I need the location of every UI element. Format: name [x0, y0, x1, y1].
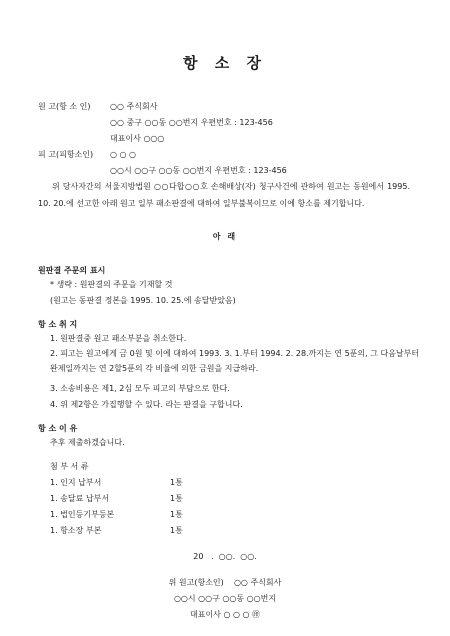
original-judgment-line-1: * 생략 : 원판결의 주문을 기재할 것 [50, 280, 173, 289]
appellee-address: ○○시 ○○구 ○○동 ○○번지 우편번호 : 123-456 [110, 166, 287, 175]
purpose-item-1: 1. 원판결중 원고 패소부분을 취소한다. [50, 334, 187, 343]
purpose-item-3: 3. 소송비용은 제1, 2심 모두 피고의 부담으로 한다. [50, 384, 230, 393]
signature-line-2: ○○시 ○○구 ○○동 ○○번지 [173, 594, 277, 603]
signature-line-3: 대표이사 ○ ○ ○ ㊞ [189, 610, 261, 619]
attachment-name-1: 1. 인지 납부서 [50, 478, 102, 487]
appellant-label: 원 고(항 소 인) [38, 102, 91, 111]
below-heading: 아 래 [212, 232, 238, 241]
attachments-heading: 첨 부 서 류 [50, 462, 89, 471]
purpose-item-4: 4. 위 제2항은 가집행할 수 있다. 라는 판결을 구합니다. [50, 400, 243, 409]
appeal-reason-heading: 항 소 이 유 [38, 424, 78, 433]
appeal-purpose-heading: 항 소 취 지 [38, 320, 78, 329]
filing-date: 20 . ○○. ○○. [193, 552, 257, 561]
intro-paragraph: 위 당사자간의 서울지방법원 ○○다합○○호 손해배상(자) 청구사건에 관하여 원고는 동원에서 1995. 10. 20.에 선고한 아래 원고 일부 패소판결에 대하여 일부불복이므로 이에 항소를 제기합니다. [38, 182, 410, 208]
appellant-address: ○○ 중구 ○○동 ○○번지 우편번호 : 123-456 [110, 118, 273, 127]
original-judgment-heading: 원판결 주문의 표시 [38, 266, 106, 275]
attachment-qty-3: 1통 [170, 510, 183, 519]
attachment-qty-1: 1통 [170, 478, 183, 487]
attachment-qty-4: 1통 [170, 526, 183, 535]
attachment-name-3: 1. 법인등기부등본 [50, 510, 115, 519]
attachment-name-2: 1. 송달료 납부서 [50, 494, 110, 503]
attachment-qty-2: 1통 [170, 494, 183, 503]
appellee-label: 피 고(피항소인) [38, 150, 94, 159]
appellant-name: ○○ 주식회사 [110, 102, 158, 111]
appeal-reason-text: 추후 제출하겠습니다. [50, 438, 125, 447]
attachment-name-4: 1. 항소장 부본 [50, 526, 102, 535]
original-judgment-line-2: (원고는 동판결 정본을 1995. 10. 25.에 송달받았음) [50, 296, 236, 305]
signature-line-1: 위 원고(항소인) ○○ 주식회사 [168, 578, 282, 587]
purpose-item-2: 2. 피고는 원고에게 금 0원 및 이에 대하여 1993. 3. 1.부터 1994. 2. 28.까지는 연 5푼의, 그 다음날부터 완제일까지는 연 2할5푼의 각 비율에 의한 금원을 지급하라. [50, 349, 420, 373]
appellee-name: ○ ○ ○ [110, 150, 137, 159]
appellant-representative: 대표이사 ○○○ [110, 134, 165, 143]
document-title: 항 소 장 [183, 54, 267, 72]
